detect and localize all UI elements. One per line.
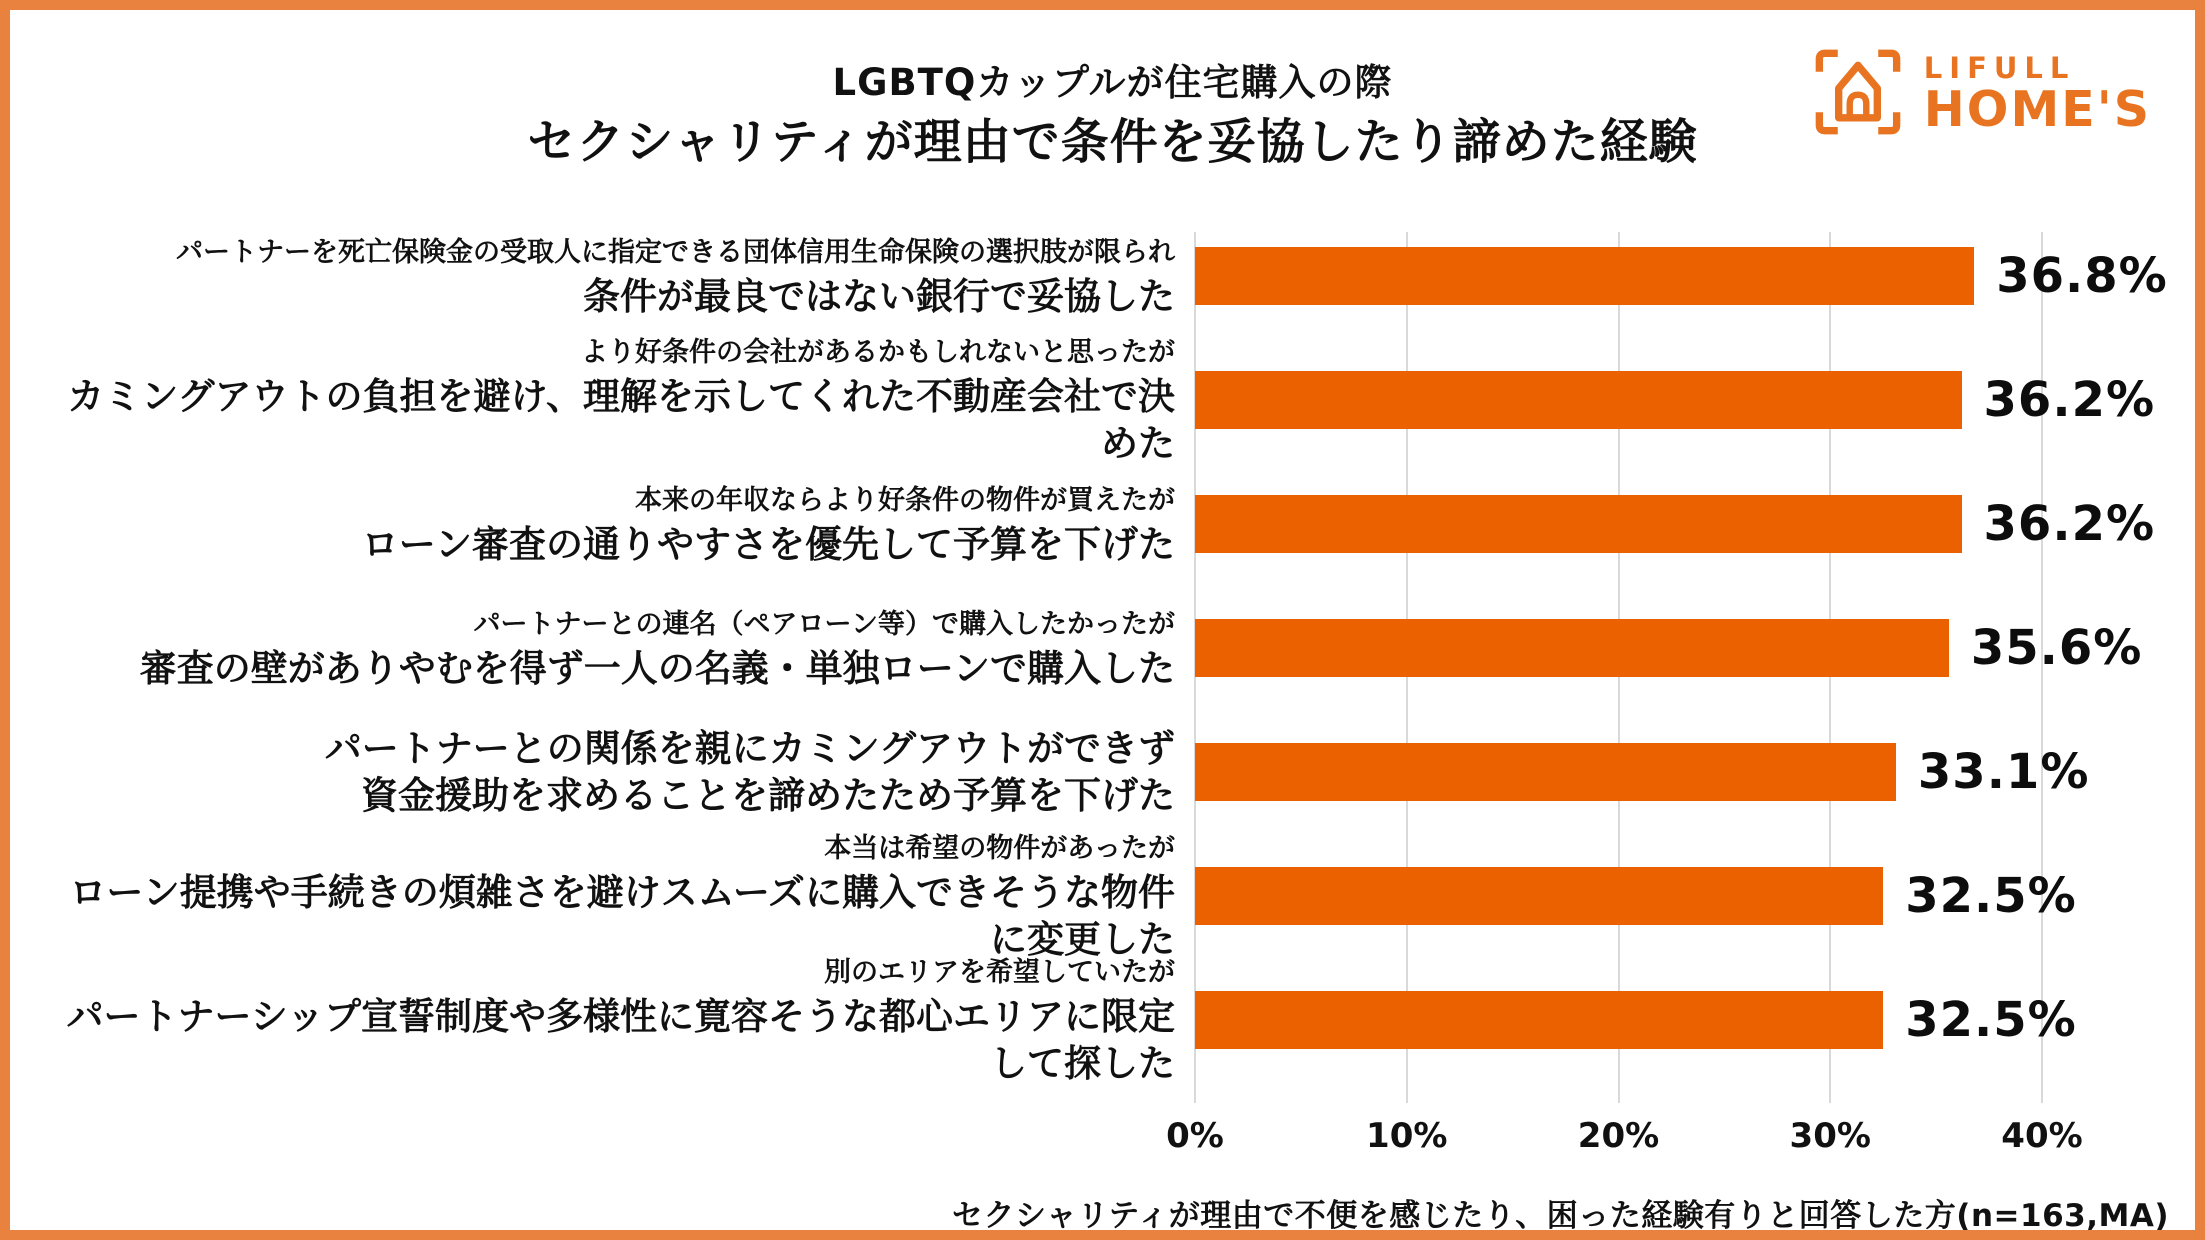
row-label — [40, 710, 1175, 834]
row-label-main: 審査の壁がありやむを得ず一人の名義・単独ローンで購入した — [139, 646, 1175, 690]
bar — [1195, 247, 1974, 305]
row-label-main: ローン提携や手続きの煩雑さを避けスムーズに購入できそうな物件に変更した — [69, 871, 1175, 961]
row-label-main: 資金援助を求めることを諦めたため予算を下げた — [361, 774, 1175, 817]
value-label: 33.1% — [1917, 744, 2090, 800]
row-label-sub: パートナーを死亡保険金の受取人に指定できる団体信用生命保険の選択肢が限られ — [176, 236, 1175, 268]
bar-row — [10, 833, 2205, 961]
bar — [1195, 495, 1962, 553]
row-label-sub: より好条件の会社があるかもしれないと思ったが — [581, 337, 1175, 368]
row-label — [40, 586, 1175, 710]
bar — [1195, 371, 1962, 429]
row-label — [40, 214, 1175, 338]
value-label: 35.6% — [1970, 620, 2143, 676]
bar-row — [10, 586, 2205, 710]
row-label-sub: 本当は希望の物件があったが — [824, 833, 1175, 864]
lifull-homes-logo — [1812, 46, 2151, 142]
row-label — [40, 833, 1175, 961]
bar-row — [10, 337, 2205, 465]
row-label — [40, 462, 1175, 586]
logo-wordmark — [1923, 51, 2151, 138]
bar-row — [10, 462, 2205, 586]
row-label-sub: パートナーとの関係を親にカミングアウトができず — [324, 727, 1175, 770]
row-label-main: ローン審査の通りやすさを優先して予算を下げた — [361, 522, 1175, 566]
row-label-sub: 別のエリアを希望していたが — [824, 957, 1175, 988]
footnote: セクシャリティが理由で不便を感じたり、困った経験有りと回答した方(n=163,MA) — [952, 1198, 2169, 1234]
bar — [1195, 991, 1883, 1049]
row-label-main: パートナーシップ宣誓制度や多様性に寛容そうな都心エリアに限定して探した — [66, 995, 1175, 1085]
row-label — [40, 337, 1175, 465]
house-viewfinder-icon — [1812, 46, 1904, 142]
row-label-main: カミングアウトの負担を避け、理解を示してくれた不動産会社で決めた — [67, 375, 1175, 465]
row-label-sub: パートナーとの連名（ペアローン等）で購入したかったが — [473, 608, 1175, 640]
bar-row — [10, 957, 2205, 1085]
bar-row — [10, 710, 2205, 834]
chart-title-line-2: セクシャリティが理由で条件を妥協したり諦めた経験 — [527, 114, 1698, 171]
value-label: 36.8% — [1996, 248, 2168, 304]
value-label: 36.2% — [1983, 496, 2156, 552]
x-axis — [1166, 1116, 2083, 1162]
bar — [1195, 619, 1949, 677]
logo-brand-line-2: HOME'S — [1923, 80, 2151, 138]
bar — [1195, 743, 1896, 801]
row-label — [40, 957, 1175, 1085]
row-label-main: 条件が最良ではない銀行で妥協した — [583, 274, 1175, 318]
value-label: 32.5% — [1905, 992, 2077, 1048]
logo-brand-line-1: LIFULL — [1923, 51, 2076, 86]
row-label-sub: 本来の年収ならより好条件の物件が買えたが — [635, 484, 1175, 516]
value-label: 36.2% — [1983, 372, 2156, 428]
bar — [1195, 867, 1883, 925]
x-tick-label: 20% — [1577, 1116, 1660, 1156]
x-tick-label: 10% — [1366, 1116, 1448, 1156]
x-tick-label: 30% — [1789, 1116, 1871, 1156]
value-label: 32.5% — [1905, 868, 2077, 924]
chart-title-line-1: LGBTQカップルが住宅購入の際 — [832, 61, 1393, 104]
x-tick-label: 40% — [2001, 1116, 2083, 1156]
x-tick-label: 0% — [1166, 1116, 1224, 1156]
bar-row — [10, 214, 2205, 338]
